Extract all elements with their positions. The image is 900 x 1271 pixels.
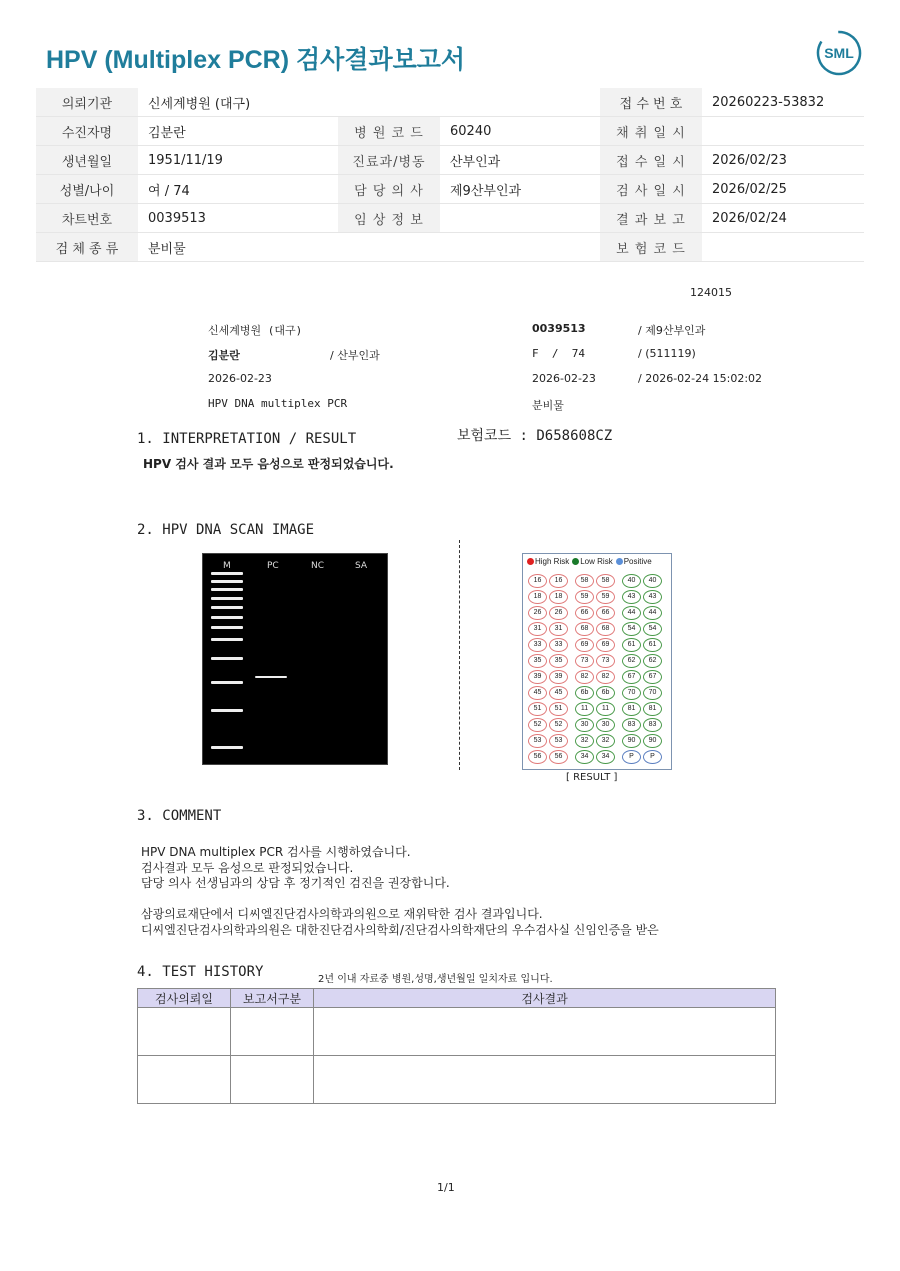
info-label: 접 수 번 호	[600, 88, 702, 117]
sml-logo	[816, 30, 862, 76]
hpv-type-chip: 30	[596, 718, 615, 732]
svg-text:SML: SML	[824, 45, 854, 61]
ladder-band	[211, 580, 243, 583]
hpv-type-chip: 67	[643, 670, 662, 684]
hpv-type-chip: 6b	[596, 686, 615, 700]
info-label: 수진자명	[36, 117, 138, 146]
scan-caption: [ RESULT ]	[566, 772, 618, 783]
hospital-name: 신세계병원 (대구)	[208, 324, 303, 337]
ladder-band	[211, 597, 243, 600]
info-label: 담 당 의 사	[338, 175, 440, 204]
hpv-type-chip: 16	[549, 574, 568, 588]
info-value	[702, 233, 864, 262]
comment-line: 담당 의사 선생님과의 상담 후 정기적인 검진을 권장합니다.	[141, 876, 450, 890]
hpv-type-chip: 44	[622, 606, 641, 620]
hpv-type-chip: 40	[622, 574, 641, 588]
info-value: 김분란	[138, 117, 338, 146]
hpv-type-chip: 61	[622, 638, 641, 652]
comment-line: HPV DNA multiplex PCR 검사를 시행하였습니다.	[141, 845, 411, 859]
hpv-type-chip: 35	[549, 654, 568, 668]
hpv-type-chip: 39	[549, 670, 568, 684]
hpv-type-chip: 30	[575, 718, 594, 732]
hpv-type-chip: 82	[575, 670, 594, 684]
hpv-type-chip: 82	[596, 670, 615, 684]
history-cell	[314, 1056, 776, 1104]
report-code: 124015	[690, 286, 732, 299]
hpv-scan-panel	[522, 553, 672, 770]
hpv-type-chip: 53	[549, 734, 568, 748]
hpv-type-chip: 62	[643, 654, 662, 668]
ladder-band	[211, 626, 243, 629]
info-row	[36, 233, 864, 262]
info-row	[36, 175, 864, 204]
hpv-type-chip: 34	[575, 750, 594, 764]
ladder-band	[211, 681, 243, 684]
hpv-type-chip: 43	[643, 590, 662, 604]
info-value: 0039513	[138, 204, 338, 233]
doctor-name: / 제9산부인과	[638, 324, 706, 337]
hpv-type-chip: 35	[528, 654, 547, 668]
hpv-type-chip: 33	[549, 638, 568, 652]
history-cell	[231, 1056, 314, 1104]
hpv-type-chip: 69	[575, 638, 594, 652]
history-row	[138, 1008, 776, 1056]
hpv-type-chip: 52	[528, 718, 547, 732]
hpv-type-chip: 73	[575, 654, 594, 668]
info-label: 검 체 종 류	[36, 233, 138, 262]
info-value: 신세계병원 (대구)	[138, 88, 600, 117]
hpv-type-chip: 44	[643, 606, 662, 620]
info-value: 산부인과	[440, 146, 600, 175]
hpv-type-chip: 11	[575, 702, 594, 716]
patient-name: 김분란	[208, 349, 240, 362]
hpv-type-chip: 26	[528, 606, 547, 620]
hpv-type-chip: P	[622, 750, 641, 764]
hpv-type-chip: 18	[549, 590, 568, 604]
birth-code: / (511119)	[638, 347, 696, 360]
page-title: HPV (Multiplex PCR) 검사결과보고서	[46, 46, 466, 74]
hpv-type-chip: 31	[549, 622, 568, 636]
hpv-type-chip: 90	[643, 734, 662, 748]
dashed-divider	[459, 540, 460, 770]
hpv-type-chip: 68	[596, 622, 615, 636]
ladder-band	[211, 588, 243, 591]
info-value: 20260223-53832	[702, 88, 864, 117]
hpv-type-chip: 59	[596, 590, 615, 604]
info-value	[440, 204, 600, 233]
chart-number: 0039513	[532, 322, 586, 335]
info-value: 2026/02/25	[702, 175, 864, 204]
section-1-title: 1. INTERPRETATION / RESULT	[137, 431, 357, 447]
ladder-band	[211, 746, 243, 749]
info-label: 생년월일	[36, 146, 138, 175]
legend-dot-icon	[616, 558, 623, 565]
legend-dot-icon	[572, 558, 579, 565]
hpv-type-chip: 56	[528, 750, 547, 764]
info-label: 임 상 정 보	[338, 204, 440, 233]
info-value: 2026/02/23	[702, 146, 864, 175]
hpv-type-chip: 39	[528, 670, 547, 684]
insurance-code: 보험코드 : D658608CZ	[457, 428, 613, 444]
section-2-title: 2. HPV DNA SCAN IMAGE	[137, 522, 315, 538]
hpv-type-chip: 33	[528, 638, 547, 652]
info-label: 결 과 보 고	[600, 204, 702, 233]
section-3-title: 3. COMMENT	[137, 808, 222, 824]
history-cell	[138, 1008, 231, 1056]
info-label: 진료과/병동	[338, 146, 440, 175]
hpv-type-chip: 69	[596, 638, 615, 652]
hpv-type-chip: 54	[643, 622, 662, 636]
info-value	[702, 117, 864, 146]
hpv-type-chip: 90	[622, 734, 641, 748]
section-4-title: 4. TEST HISTORY	[137, 964, 264, 980]
interpretation-text: HPV 검사 결과 모두 음성으로 판정되었습니다.	[143, 457, 394, 471]
hpv-type-chip: 45	[549, 686, 568, 700]
hpv-type-chip: 26	[549, 606, 568, 620]
receipt-date: 2026-02-23	[532, 372, 596, 385]
hpv-type-chip: 59	[575, 590, 594, 604]
legend-label: Low Risk	[580, 557, 613, 566]
hpv-type-chip: 52	[549, 718, 568, 732]
sex-age: F / 74	[532, 347, 585, 360]
report-time: / 2026-02-24 15:02:02	[638, 372, 763, 385]
info-label: 보 험 코 드	[600, 233, 702, 262]
hpv-type-chip: 31	[528, 622, 547, 636]
ladder-band	[211, 638, 243, 641]
hpv-type-chip: 54	[622, 622, 641, 636]
hpv-type-chip: 58	[596, 574, 615, 588]
info-row	[36, 117, 864, 146]
ladder-band	[211, 616, 243, 619]
info-label: 의뢰기관	[36, 88, 138, 117]
hpv-type-chip: 51	[528, 702, 547, 716]
gel-lane-label: M	[223, 561, 231, 571]
legend-dot-icon	[527, 558, 534, 565]
hpv-type-chip: 83	[643, 718, 662, 732]
test-name: HPV DNA multiplex PCR	[208, 397, 348, 410]
history-cell	[138, 1056, 231, 1104]
info-value: 1951/11/19	[138, 146, 338, 175]
department: / 산부인과	[330, 349, 380, 362]
info-value: 제9산부인과	[440, 175, 600, 204]
comment-line: 삼광의료재단에서 디씨엘진단검사의학과의원으로 재위탁한 검사 결과입니다.	[141, 907, 543, 921]
hpv-type-chip: 40	[643, 574, 662, 588]
info-label: 채 취 일 시	[600, 117, 702, 146]
history-cell	[314, 1008, 776, 1056]
hpv-type-chip: 70	[622, 686, 641, 700]
hpv-type-chip: 58	[575, 574, 594, 588]
hpv-type-chip: 6b	[575, 686, 594, 700]
hpv-type-chip: 45	[528, 686, 547, 700]
hpv-type-chip: P	[643, 750, 662, 764]
hpv-type-chip: 73	[596, 654, 615, 668]
info-label: 차트번호	[36, 204, 138, 233]
comment-line: 디씨엘진단검사의학과의원은 대한진단검사의학회/진단검사의학재단의 우수검사실 신임인증을 받은	[141, 922, 659, 937]
hpv-type-chip: 66	[596, 606, 615, 620]
legend-label: Positive	[623, 557, 652, 566]
history-header-date: 검사의뢰일	[138, 989, 231, 1008]
specimen: 분비물	[532, 399, 564, 412]
history-header-type: 보고서구분	[231, 989, 314, 1008]
hpv-type-chip: 18	[528, 590, 547, 604]
info-row	[36, 204, 864, 233]
comment-line	[141, 892, 659, 908]
info-label	[338, 233, 440, 262]
history-header-result: 검사결과	[314, 989, 776, 1008]
hpv-type-chip: 11	[596, 702, 615, 716]
hpv-type-chip: 67	[622, 670, 641, 684]
info-value: 분비물	[138, 233, 338, 262]
patient-info-table	[36, 88, 864, 262]
hpv-type-chip: 68	[575, 622, 594, 636]
test-history-table	[137, 988, 776, 1104]
hpv-type-chip: 81	[622, 702, 641, 716]
info-value: 2026/02/24	[702, 204, 864, 233]
hpv-type-chip: 62	[622, 654, 641, 668]
request-date: 2026-02-23	[208, 372, 272, 385]
ladder-band	[211, 572, 243, 575]
legend-label: High Risk	[535, 557, 570, 566]
comment-block	[141, 845, 659, 938]
info-value: 여 / 74	[138, 175, 338, 204]
info-row	[36, 146, 864, 175]
info-label: 접 수 일 시	[600, 146, 702, 175]
hpv-type-chip: 32	[596, 734, 615, 748]
hpv-type-chip: 83	[622, 718, 641, 732]
page-number: 1/1	[437, 1181, 455, 1194]
info-value	[440, 233, 600, 262]
hpv-type-chip: 61	[643, 638, 662, 652]
comment-line: 검사결과 모두 음성으로 판정되었습니다.	[141, 860, 354, 875]
scan-legend	[527, 557, 655, 566]
history-cell	[231, 1008, 314, 1056]
hpv-type-chip: 16	[528, 574, 547, 588]
info-row	[36, 88, 864, 117]
hpv-type-chip: 34	[596, 750, 615, 764]
ladder-band	[211, 657, 243, 660]
info-value: 60240	[440, 117, 600, 146]
info-label: 성별/나이	[36, 175, 138, 204]
hpv-type-chip: 43	[622, 590, 641, 604]
history-note: 2년 이내 자료중 병원,성명,생년월일 일치자료 입니다.	[318, 974, 553, 985]
gel-lane-label: PC	[267, 561, 279, 571]
hpv-type-chip: 56	[549, 750, 568, 764]
history-row	[138, 1056, 776, 1104]
pc-band	[255, 676, 287, 678]
hpv-type-chip: 51	[549, 702, 568, 716]
ladder-band	[211, 606, 243, 609]
info-label: 병 원 코 드	[338, 117, 440, 146]
hpv-type-chip: 81	[643, 702, 662, 716]
gel-lane-label: NC	[311, 561, 325, 571]
ladder-band	[211, 709, 243, 712]
hpv-type-chip: 32	[575, 734, 594, 748]
info-label: 검 사 일 시	[600, 175, 702, 204]
gel-electrophoresis-image	[202, 553, 388, 765]
gel-lane-label: SA	[355, 561, 368, 571]
hpv-type-chip: 70	[643, 686, 662, 700]
hpv-type-chip: 66	[575, 606, 594, 620]
hpv-type-chip: 53	[528, 734, 547, 748]
